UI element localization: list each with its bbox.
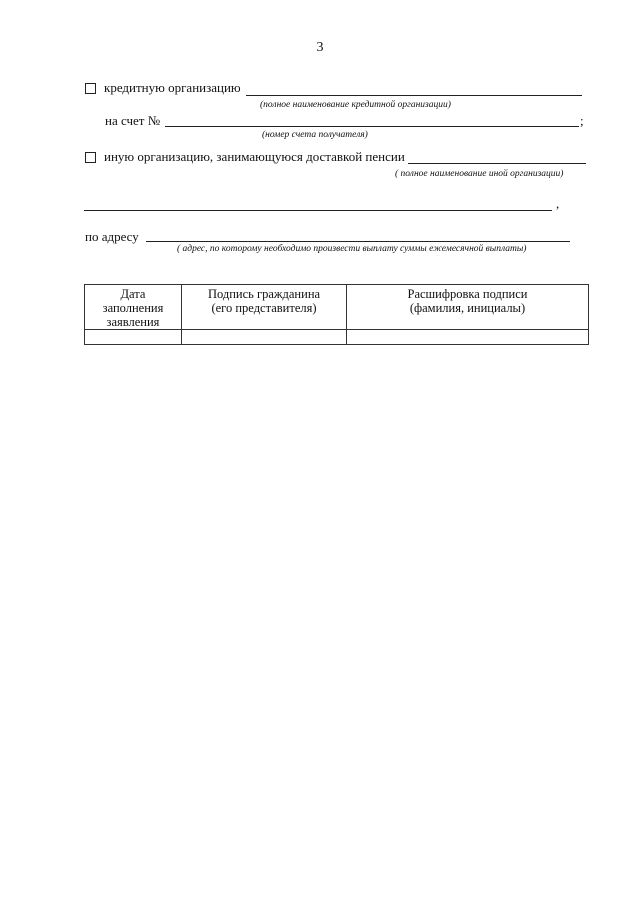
page-number: 3 <box>316 40 324 55</box>
account-hint: (номер счета получателя) <box>262 130 368 140</box>
credit-org-name-field[interactable] <box>246 95 582 96</box>
date-cell[interactable] <box>85 330 182 345</box>
header-decoding-line-1: Расшифровка подписи <box>407 287 528 301</box>
header-date-line-2: заполнения <box>102 301 164 315</box>
account-label: на счет № <box>105 113 161 128</box>
other-org-name-field-continued[interactable] <box>84 210 552 211</box>
address-hint: ( адрес, по которому необходимо произвести выплату суммы ежемесячной выплаты) <box>177 244 527 254</box>
header-signature-line-2: (его представителя) <box>211 301 317 315</box>
other-org-hint: ( полное наименование иной организации) <box>395 169 564 179</box>
signature-table <box>84 284 589 345</box>
credit-org-hint: (полное наименование кредитной организации) <box>260 100 451 110</box>
header-signature <box>182 285 347 330</box>
other-org-label: иную организацию, занимающуюся доставкой пенсии <box>104 149 405 164</box>
account-end-mark: ; <box>580 113 584 128</box>
header-decoding-line-2: (фамилия, инициалы) <box>409 301 526 315</box>
address-label: по адресу <box>85 229 139 244</box>
header-date-line-3: заявления <box>106 315 160 329</box>
credit-org-label: кредитную организацию <box>104 80 241 95</box>
header-date <box>85 285 182 330</box>
decoding-cell[interactable] <box>347 330 589 345</box>
header-date-line-1: Дата <box>120 287 146 301</box>
table-header-row <box>85 285 589 330</box>
signature-cell[interactable] <box>182 330 347 345</box>
header-decoding <box>347 285 589 330</box>
account-number-field[interactable] <box>165 126 579 127</box>
other-org-name-field[interactable] <box>408 163 586 164</box>
address-field[interactable] <box>146 241 570 242</box>
table-row <box>85 330 589 345</box>
credit-org-checkbox[interactable] <box>85 83 96 94</box>
other-org-end-mark: , <box>556 196 560 211</box>
header-signature-line-1: Подпись гражданина <box>207 287 321 301</box>
other-org-checkbox[interactable] <box>85 152 96 163</box>
